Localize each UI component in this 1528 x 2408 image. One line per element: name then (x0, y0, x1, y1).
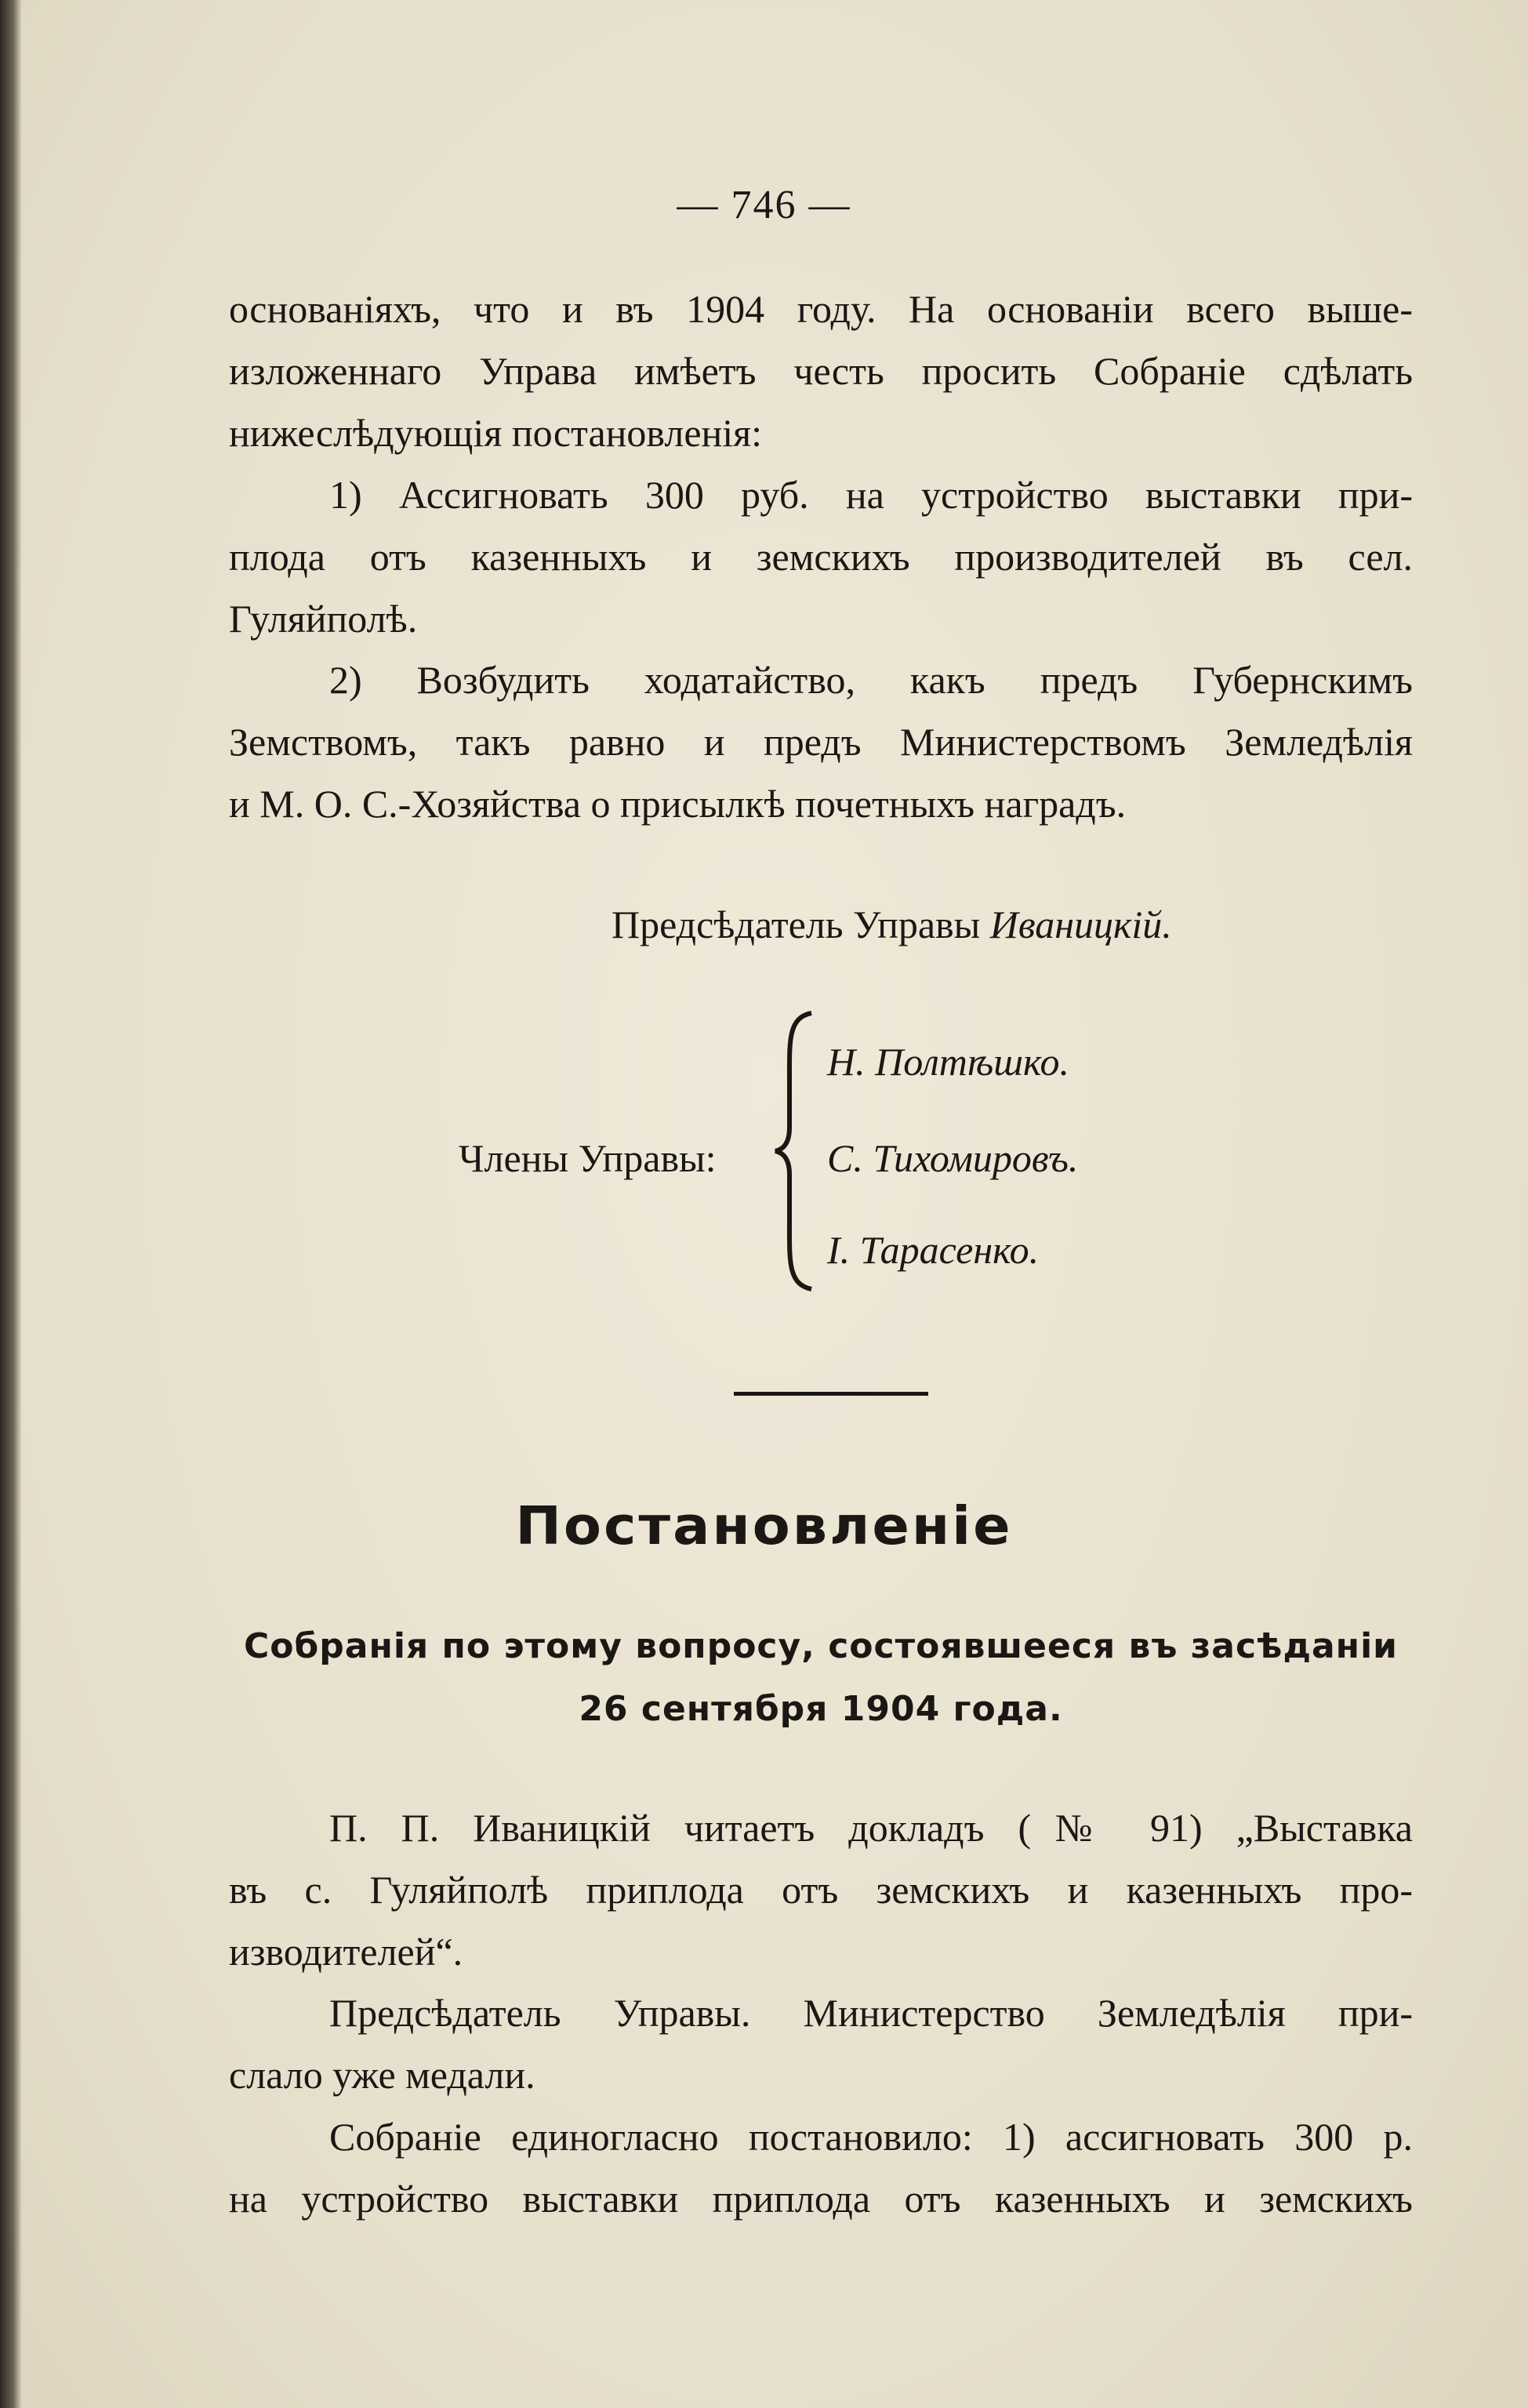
text-line: нижеслѣдующія постановленія: (229, 411, 763, 455)
text-line: изложеннаго Управа имѣетъ честь просить Собраніе сдѣлать (229, 349, 1413, 393)
intro-paragraph (229, 278, 1413, 464)
text-line: изводителей“. (229, 1930, 463, 1974)
members-label: Члены Управы: (459, 1136, 717, 1180)
chairman-signature (612, 902, 1172, 947)
resolution-subtitle (229, 1615, 1413, 1741)
text-line: 1) Ассигновать 300 руб. на устройство выставки при- (329, 473, 1413, 517)
member-name: І. Тарасенко. (827, 1228, 1040, 1272)
text-line: въ с. Гуляйполѣ приплода отъ земскихъ и казенныхъ про- (229, 1868, 1413, 1912)
decision-paragraph (229, 2106, 1413, 2230)
report-paragraph (229, 1797, 1413, 1983)
member-name: С. Тихомировъ. (827, 1136, 1079, 1180)
section-divider (734, 1392, 928, 1396)
text-line: Предсѣдатель Управы. Министерство Земледѣлія при- (329, 1991, 1413, 2035)
resolution-title: Постановленіе (515, 1495, 1013, 1556)
text-line: Гуляйполѣ. (229, 597, 418, 641)
page-number: — 746 — (677, 183, 851, 227)
chairman-label: Предсѣдатель Управы (612, 903, 981, 946)
text-line: основаніяхъ, что и въ 1904 году. На основаніи всего выше- (229, 287, 1413, 331)
subtitle-line: 26 сентября 1904 года. (579, 1689, 1063, 1729)
text-line: на устройство выставки приплода отъ казенныхъ и земскихъ (229, 2177, 1413, 2221)
page-edge-shadow (0, 0, 22, 2408)
text-line: слало уже медали. (229, 2053, 535, 2097)
member-name: Н. Полтѣшко. (827, 1040, 1069, 1084)
text-line: и М. О. С.-Хозяйства о присылкѣ почетныхъ наградъ. (229, 782, 1127, 826)
text-line: П. П. Иваницкій читаетъ докладъ (№ 91) „Выставка (329, 1806, 1413, 1850)
text-line: 2) Возбудить ходатайство, какъ предъ Губернскимъ (329, 658, 1413, 702)
text-line: плода отъ казенныхъ и земскихъ производителей въ сел. (229, 535, 1413, 579)
item-2-paragraph (229, 649, 1413, 835)
text-line: Собраніе единогласно постановило: 1) ассигновать 300 р. (329, 2115, 1413, 2159)
item-1-paragraph (229, 464, 1413, 650)
subtitle-line: Собранія по этому вопросу, состоявшееся въ засѣданіи (244, 1626, 1398, 1666)
chairman-remark-paragraph (229, 1982, 1413, 2106)
text-line: Земствомъ, такъ равно и предъ Министерствомъ Земледѣлія (229, 720, 1413, 764)
members-brace (772, 1010, 819, 1292)
chairman-name: Иваницкій. (989, 903, 1172, 946)
